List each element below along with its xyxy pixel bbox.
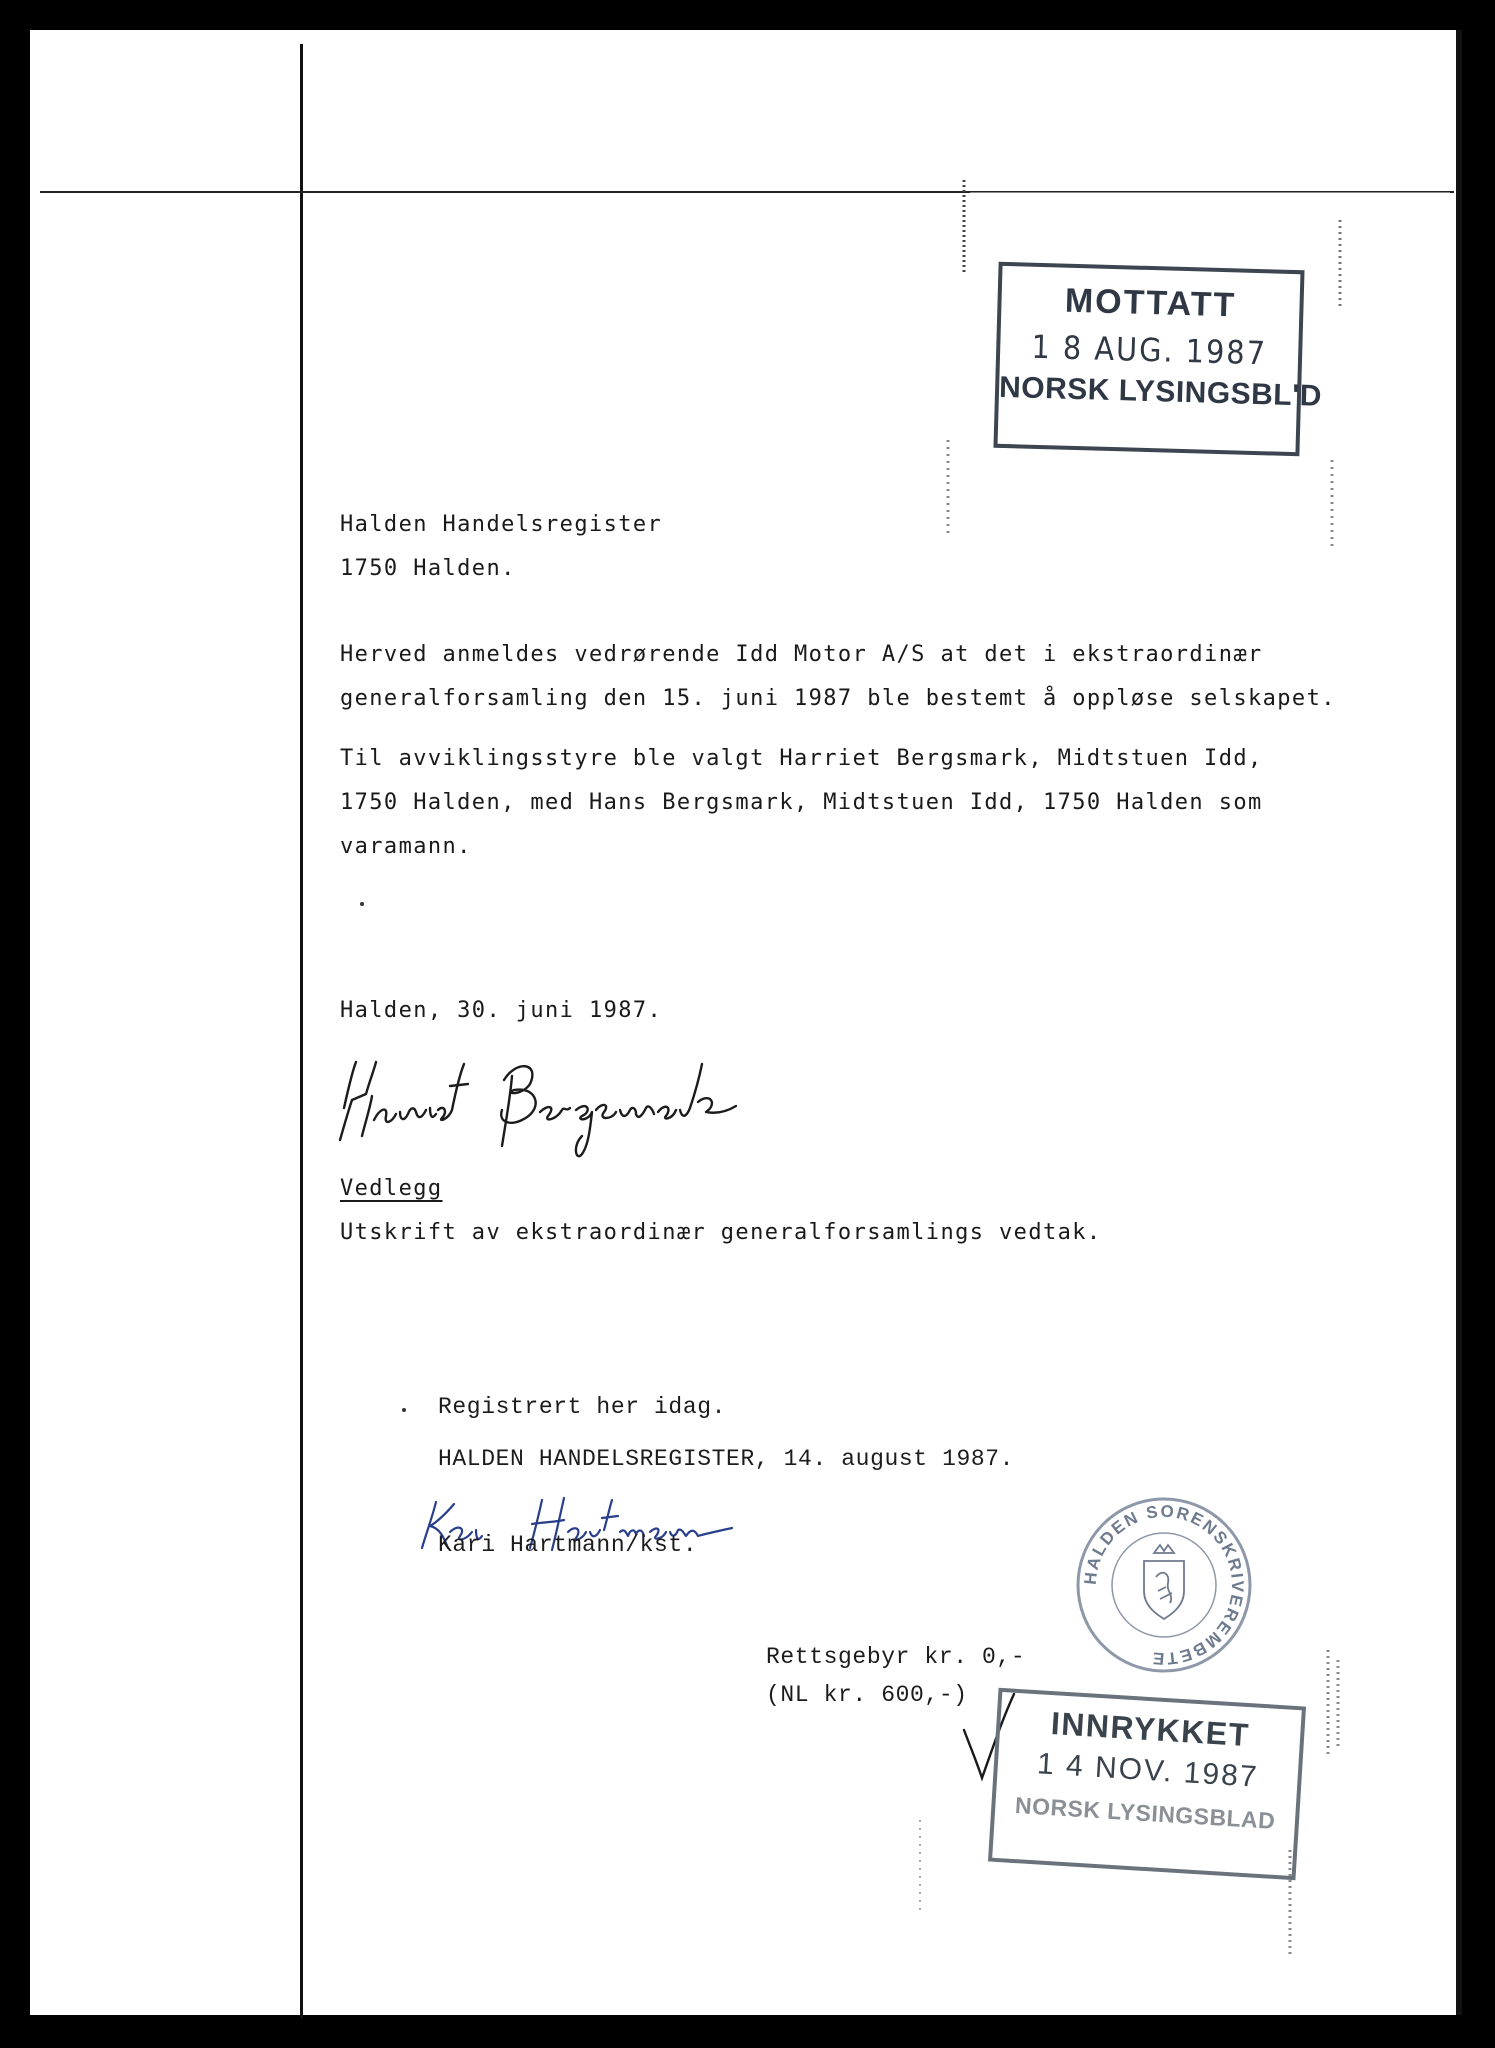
recipient-address: 1750 Halden. (340, 556, 516, 581)
collected-stamp-title: INNRYKKET (1049, 1705, 1251, 1754)
attachment-heading: Vedlegg (340, 1176, 443, 1201)
body-p1-line1: Herved anmeldes vedrørende Idd Motor A/S at det i ekstraordinær (340, 642, 1263, 667)
scan-noise (936, 440, 960, 540)
scan-noise (910, 1820, 930, 1920)
received-stamp-org: NORSK LYSINGSBL'D (998, 370, 1323, 413)
scan-noise (1318, 1650, 1348, 1760)
margin-line (300, 44, 303, 2019)
registration-note: Registrert her idag. (438, 1394, 727, 1420)
collected-stamp-org: NORSK LYSINGSBLAD (1014, 1792, 1277, 1834)
received-stamp-title: MOTTATT (1064, 281, 1237, 325)
nl-fee: (NL kr. 600,-) (766, 1682, 968, 1708)
registrar-name: Kari Hartmann/kst. (438, 1532, 698, 1558)
body-p2-line1: Til avviklingsstyre ble valgt Harriet Bergsmark, Midtstuen Idd, (340, 746, 1263, 771)
place-date: Halden, 30. juni 1987. (340, 998, 663, 1023)
attachment-text: Utskrift av ekstraordinær generalforsamlings vedtak. (340, 1220, 1102, 1245)
scan-noise (1278, 1850, 1302, 1960)
recipient-name: Halden Handelsregister (340, 512, 663, 537)
received-stamp (993, 262, 1323, 456)
speck (402, 1408, 406, 1412)
scan-noise (1330, 220, 1350, 310)
body-p2-line2: 1750 Halden, med Hans Bergsmark, Midtstuen Idd, 1750 Halden som (340, 790, 1263, 815)
court-seal (1074, 1495, 1254, 1675)
court-fee: Rettsgebyr kr. 0,- (766, 1644, 1026, 1670)
header-rule-faint (970, 192, 1450, 193)
body-p1-line2: generalforsamling den 15. juni 1987 ble bestemt å oppløse selskapet. (340, 686, 1336, 711)
applicant-signature (326, 1050, 786, 1160)
registration-office-date: HALDEN HANDELSREGISTER, 14. august 1987. (438, 1446, 1015, 1472)
page-edge (1456, 30, 1462, 2015)
svg-text:HALDEN SORENSKRIVEREMBETE: HALDEN SORENSKRIVEREMBETE (1080, 1501, 1248, 1669)
collected-stamp-date: 1 4 NOV. 1987 (1036, 1747, 1260, 1794)
received-stamp-date: 1 8 AUG. 1987 (1031, 327, 1268, 373)
scan-noise (1320, 460, 1344, 550)
coat-of-arms-icon (1144, 1545, 1184, 1619)
collected-stamp (988, 1688, 1306, 1880)
document-page (30, 30, 1462, 2015)
scan-noise (954, 180, 974, 280)
body-p2-line3: varamann. (340, 834, 472, 859)
speck (360, 902, 364, 906)
